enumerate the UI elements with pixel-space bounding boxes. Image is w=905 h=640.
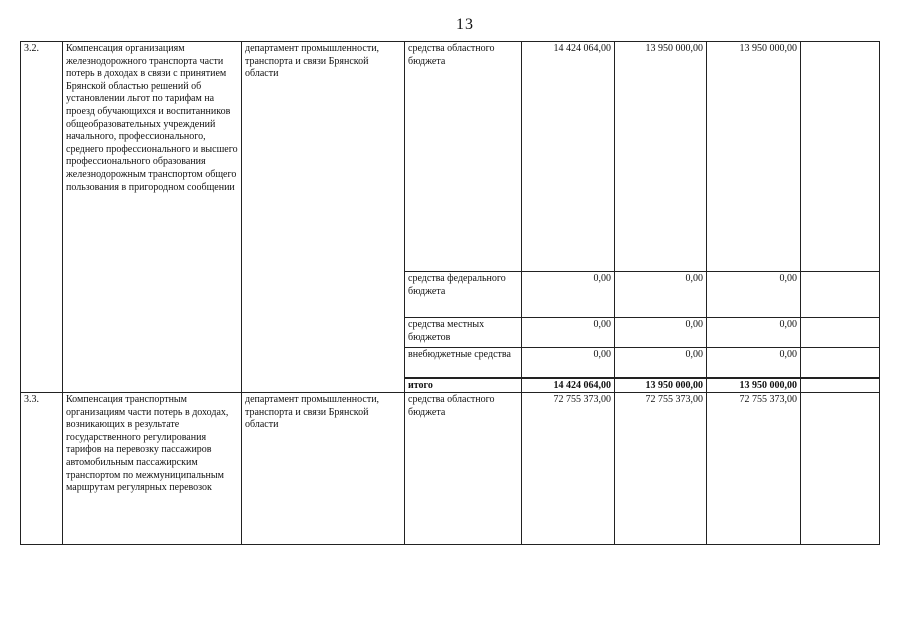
amount-cell: 72 755 373,00 [522,393,615,545]
amount-cell: 0,00 [707,272,801,318]
table-row [21,393,880,545]
funding-source: средства областного бюджета [405,42,522,272]
amount-cell: 0,00 [615,348,707,378]
total-amount: 14 424 064,00 [522,378,615,393]
empty-cell [801,318,880,348]
funding-source: внебюджетные средства [405,348,522,378]
amount-cell: 0,00 [522,348,615,378]
amount-cell: 0,00 [707,348,801,378]
amount-cell: 0,00 [615,318,707,348]
table-row [21,42,880,272]
empty-cell [801,272,880,318]
amount-cell: 13 950 000,00 [615,42,707,272]
empty-cell [801,42,880,272]
measure-description: Компенсация организациям железнодорожного транспорта части потерь в доходах в связи с принятием Брянской областью решений об установлении льгот по тарифам на проезд обучающихся и воспитанников общеобразовательных учреждений начального, профессионального, среднего профессионального и высшего профессионального образования железнодорожным транспортом общего пользования в пригородном сообщении [63,42,242,393]
page-number: 13 [456,16,474,33]
measure-number: 3.2. [21,42,63,393]
amount-cell: 0,00 [522,318,615,348]
total-label: итого [405,378,522,393]
empty-cell [801,348,880,378]
amount-cell: 0,00 [522,272,615,318]
measure-executor: департамент промышленности, транспорта и связи Брянской области [242,42,405,393]
measure-number: 3.3. [21,393,63,545]
funding-source: средства местных бюджетов [405,318,522,348]
amount-cell: 72 755 373,00 [707,393,801,545]
amount-cell: 0,00 [615,272,707,318]
amount-cell: 0,00 [707,318,801,348]
funding-source: средства областного бюджета [405,393,522,545]
total-amount: 13 950 000,00 [615,378,707,393]
total-amount: 13 950 000,00 [707,378,801,393]
empty-cell [801,378,880,393]
amount-cell: 72 755 373,00 [615,393,707,545]
program-measures-table [20,41,880,545]
measure-description: Компенсация транспортным организациям части потерь в доходах, возникающих в результате государственного регулирования тарифов на перевозку пассажиров автомобильным пассажирским транспортом по межмуниципальным маршрутам регулярных перевозок [63,393,242,545]
amount-cell: 14 424 064,00 [522,42,615,272]
measure-executor: департамент промышленности, транспорта и связи Брянской области [242,393,405,545]
empty-cell [801,393,880,545]
amount-cell: 13 950 000,00 [707,42,801,272]
funding-source: средства федерального бюджета [405,272,522,318]
